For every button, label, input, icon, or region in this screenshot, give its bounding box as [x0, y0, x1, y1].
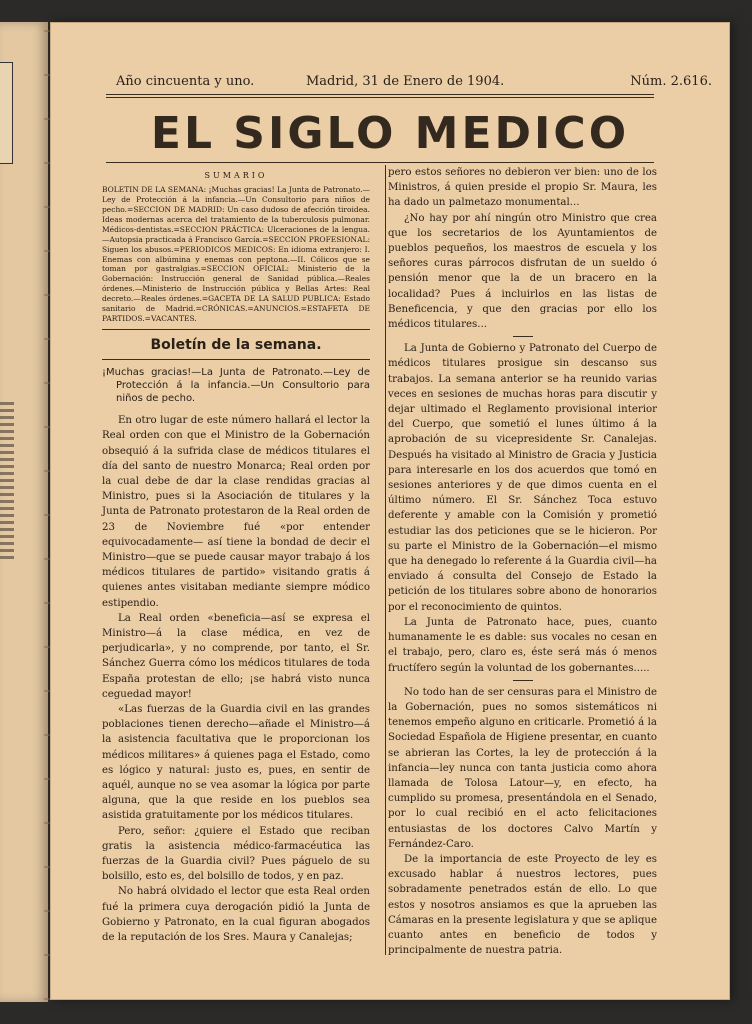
adjacent-page-fragment — [0, 62, 13, 164]
section-separator — [513, 336, 533, 337]
right-paragraph-2: ¿No hay por ahí ningún otro Ministro que crea que los secretarios de los Ayuntamientos de pueblos pequeños, los maestros de escuela y los señores curas párrocos disfrutan de un sueldo ó pensión menor que la de un bracero en la localidad? Pues á incluirlos en las listas de Beneficencia, y que den gracias por ello los médicos titulares... — [388, 212, 657, 331]
boletin-title: Boletín de la semana. — [150, 336, 322, 353]
header-year: Año cincuenta y uno. — [116, 74, 255, 89]
column-divider — [385, 165, 386, 955]
left-paragraph-4: Pero, señor: ¿quiere el Estado que reciban gratis la asistencia médico-farmacéutica las fuerzas de la Guardia civil? Pues páguelo de su bolsillo, esto es, del bolsillo de todos, y en paz. — [102, 825, 370, 883]
right-paragraph-3: La Junta de Gobierno y Patronato del Cuerpo de médicos titulares prosigue sin descanso sus trabajos. La semana anterior se ha reunido varias veces en sesiones de muchas horas para discutir y dejar ultimado el Reglamento provisional interior del Cuerpo, que sometió el lunes último á la aprobación de su vicepresidente Sr. Canalejas. Después ha visitado al Ministro de Gracia y Justicia para interesarle en los dos acuerdos que tomó en sesiones anteriores y de que dimos cuenta en el último número. El Sr. Sánchez Toca estuvo deferente y amable con la Comisión y prometió estudiar las dos peticiones que se le hicieron. Por su parte el Ministro de la Gobernación—el mismo que ha denegado lo referente á la Guardia civil—ha enviado á consulta del Consejo de Estado la petición de los titulares sobre abono de honorarios por el reconocimiento de quintos. — [388, 343, 657, 613]
masthead-title: EL SIGLO MEDICO — [150, 108, 630, 159]
right-paragraph-1: pero estos señores no debieron ver bien: uno de los Ministros, á quien preside el propio Sr. Maura, les ha dado un palmetazo monumental... — [388, 167, 657, 209]
right-paragraph-6: De la importancia de este Proyecto de ley es excusado hablar á nuestros lectores, pues sobradamente penetrados están de ello. Lo que estos y nosotros ansiamos es que la aprueben las Cámaras en la presente legislatura y que se aplique cuanto antes en beneficio de todos y principalmente de nuestra patria. — [388, 853, 657, 957]
sumario-rule — [102, 329, 370, 330]
header-rule-double — [106, 97, 654, 98]
masthead-rule — [106, 162, 654, 163]
header-date: Madrid, 31 de Enero de 1904. — [306, 74, 505, 89]
right-paragraph-5: No todo han de ser censuras para el Ministro de la Gobernación, pues no somos sistemáticos ni tenemos empeño alguno en criticarle. Prometió á la Sociedad Española de Higiene presentar, en cuanto se abrieran las Cortes, la ley de protección á la infancia—ley nunca con tanta justicia como ahora llamada de Tolosa Latour—y, en efecto, ha cumplido su promesa, presentándola en el Senado, por lo cual recibió en el acto felicitaciones entusiastas de los doctores Calvo Martín y Fernández-Caro. — [388, 686, 657, 850]
left-column — [102, 168, 370, 945]
section-separator — [513, 680, 533, 681]
left-paragraph-1: En otro lugar de este número hallará el lector la Real orden con que el Ministro de la Gobernación obsequió á la sufrida clase de médicos titulares el día del santo de nuestro Monarca; Real orden por la cual debe de dar la clase rendidas gracias al Ministro, pues si la Asociación de titulares y la Junta de Patronato protestaron de la Real orden de 23 de Noviembre fué «por entender equivocadamente— así tiene la bondad de decir el Ministro—que se puede causar mayor trabajo á los médicos titulares de partido» visitando gratis á quienes antes visitaban mediante siempre módico estipendio. — [102, 415, 370, 609]
boletin-rule — [102, 359, 370, 360]
left-paragraph-2: La Real orden «beneficia—así se expresa el Ministro—á la clase médica, en vez de perjudicarla», y no comprende, por tanto, el Sr. Sánchez Guerra cómo los médicos titulares de toda España protestan de ello; ¡se habrá visto nunca ceguedad mayor! — [102, 612, 370, 700]
boletin-subtitle: ¡Muchas gracias!—La Junta de Patronato.—Ley de Protección á la infancia.—Un Consultorio para niños de pecho. — [102, 367, 370, 405]
left-paragraph-5: No habrá olvidado el lector que esta Real orden fué la primera cuya derogación pidió la Junta de Gobierno y Patronato, en la cual figuran abogados de la reputación de los Sres. Maura y Canalejas; — [102, 886, 370, 943]
adjacent-page-ornament — [0, 402, 14, 562]
right-paragraph-4: La Junta de Patronato hace, pues, cuanto humanamente le es dable: sus vocales no cesan en el trabajo, pero, claro es, éste será más ó menos fructífero según la voluntad de los gobernantes..... — [388, 616, 657, 674]
newspaper-page — [50, 22, 730, 1000]
header-number: Núm. 2.616. — [630, 74, 712, 89]
left-paragraph-3: «Las fuerzas de la Guardia civil en las grandes poblaciones tienen derecho—añade el Ministro—á la asistencia facultativa que le proporcionan los médicos militares» á quienes paga el Estado, como es lógico y natural: justo es, pues, en sentir de aquél, aunque no se vea asomar la lógica por parte alguna, que la que reside en los pueblos sea asistida gratuitamente por los médicos titulares. — [102, 703, 370, 822]
sumario-title: SUMARIO — [204, 171, 268, 180]
sumario-text: BOLETIN DE LA SEMANA: ¡Muchas gracias! La Junta de Patronato.—Ley de Protección á la infancia.—Un Consultorio para niños de pecho.=SECCION DE MADRID: Un caso dudoso de afección tiroidea. Ideas modernas acerca del tratamiento de la tuberculosis pulmonar. Médicos-dentistas.=SECCION PRÁCTICA: Ulceraciones de la lengua.—Autopsia practicada á Francisco García.=SECCION PROFESIONAL: Siguen los abusos.=PERIODICOS MEDICOS: En idioma extranjero: I. Enemas con albúmina y enemas con peptona.—II. Cólicos que se toman por gastralgias.=SECCION OFICIAL: Ministerio de la Gobernación: Instrucción general de Sanidad pública.—Reales órdenes.—Ministerio de Instrucción pública y Bellas Artes: Real decreto.—Reales órdenes.=GACETA DE LA SALUD PUBLICA: Estado sanitario de Madrid.=CRÓNICAS.=ANUNCIOS.=ESTAFETA DE PARTIDOS.=VACANTES. — [102, 185, 370, 323]
right-column — [388, 165, 657, 958]
header-rule — [106, 94, 654, 95]
adjacent-page-edge — [0, 22, 48, 1002]
